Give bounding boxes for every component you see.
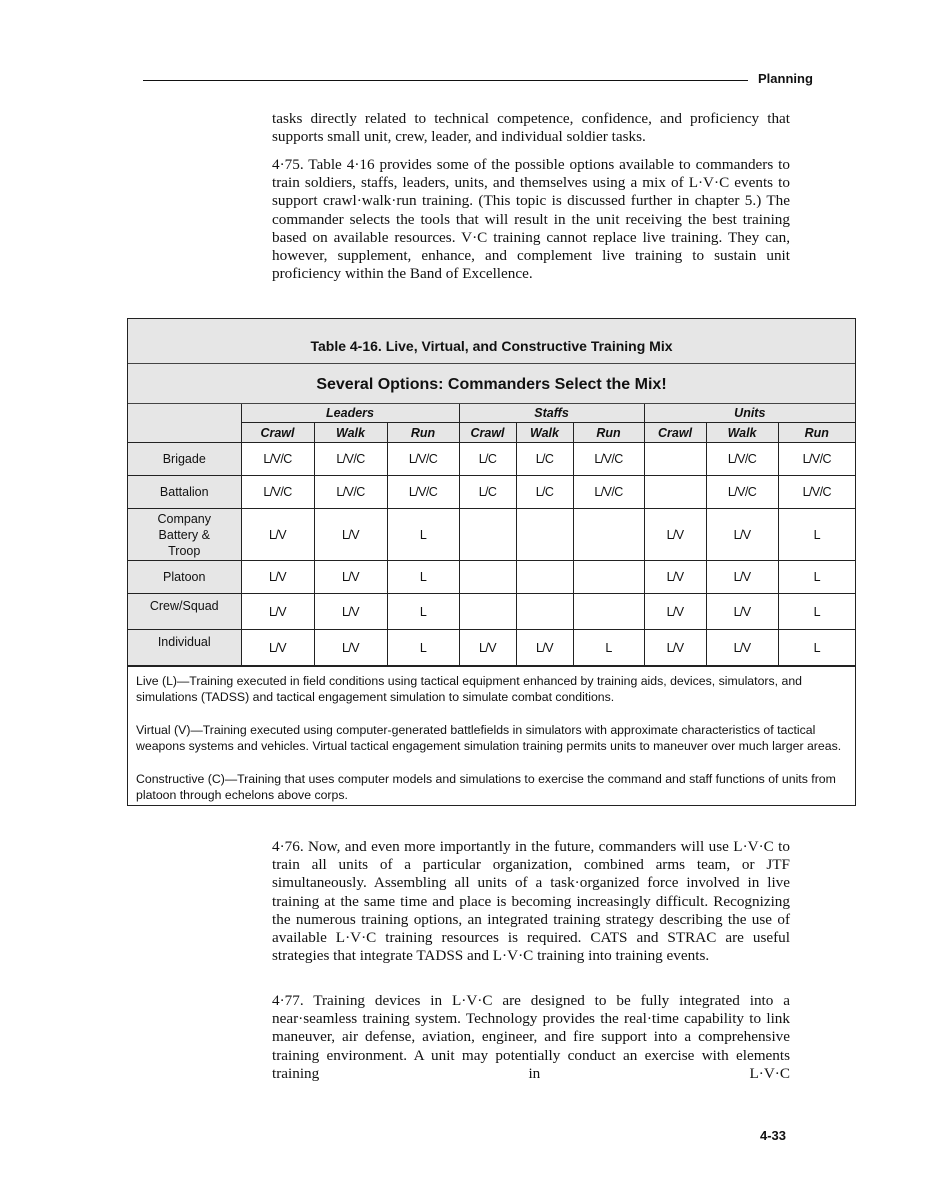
table-row (128, 594, 855, 630)
table-cell: L/V (706, 630, 778, 666)
table-cell: L/V (459, 630, 516, 666)
table-cell: L/V (314, 594, 387, 630)
table-cell: L (778, 594, 855, 630)
table-cell: L (778, 561, 855, 594)
table-cell: L/V (644, 561, 706, 594)
table-cell: L/C (516, 443, 573, 476)
training-mix-table (127, 318, 856, 806)
table-cell: L/V/C (314, 476, 387, 509)
table-title: Table 4-16. Live, Virtual, and Constructive Training Mix (128, 319, 855, 364)
table-cell: L/V (706, 509, 778, 561)
table-cell (644, 443, 706, 476)
subheader-crawl: Crawl (459, 423, 516, 443)
table-row (128, 443, 855, 476)
definition-virtual: Virtual (V)—Training executed using computer-generated battlefields in simulators with approximate characteristics of tactical weapons systems and vehicles. Virtual tactical engagement simulation training permits units to maneuver over much larger areas. (136, 723, 842, 753)
table-cell (459, 509, 516, 561)
table-cell: L/V/C (241, 476, 314, 509)
table-row (128, 561, 855, 594)
table-cell (573, 594, 644, 630)
paragraph-continued: tasks directly related to technical competence, confidence, and proficiency that supports small unit, crew, leader, and individual soldier tasks. (272, 110, 790, 146)
group-header-staffs: Staffs (459, 404, 644, 423)
table-cell: L/V (706, 561, 778, 594)
corner-cell (128, 404, 241, 443)
table-cell: L (387, 594, 459, 630)
subheader-run: Run (573, 423, 644, 443)
table-row (128, 630, 855, 666)
table-cell: L (778, 630, 855, 666)
table-cell: L/V (644, 509, 706, 561)
table-cell: L/V (644, 630, 706, 666)
table-cell: L/V/C (241, 443, 314, 476)
section-title: Planning (758, 71, 813, 86)
row-label-line: Troop (168, 543, 201, 558)
table-cell: L (573, 630, 644, 666)
paragraph-4-77: 4·77. Training devices in L·V·C are designed to be fully integrated into a near·seamless training system. Technology provides the real·time capability to link maneuver, air defense, aviation, engineer, and fire support into a comprehensive training environment. A unit may potentially conduct an exercise with elements training in L·V·C (272, 992, 790, 1082)
table-cell (573, 509, 644, 561)
row-label-line: Battery & (158, 527, 210, 542)
table-cell: L/V (241, 630, 314, 666)
table-cell (516, 509, 573, 561)
subheader-walk: Walk (706, 423, 778, 443)
table-cell: L/V/C (778, 476, 855, 509)
definitions (128, 666, 855, 805)
table-row (128, 509, 855, 561)
row-label (128, 509, 241, 561)
table-cell (516, 561, 573, 594)
page-number: 4-33 (760, 1128, 787, 1143)
table-cell (573, 561, 644, 594)
group-header-leaders: Leaders (241, 404, 459, 423)
definition-live: Live (L)—Training executed in field conditions using tactical equipment enhanced by training aids, devices, simulators, and simulations (TADSS) and tactical engagement simulation to simulate combat conditions. (136, 674, 802, 704)
table-cell: L/V/C (706, 443, 778, 476)
subheader-run: Run (387, 423, 459, 443)
paragraph-4-75: 4·75. Table 4·16 provides some of the possible options available to commanders to train soldiers, staffs, leaders, units, and themselves using a mix of L·V·C events to support crawl·walk·run training. (This topic is discussed further in chapter 5.) The commander selects the tools that will result in the unit receiving the best training based on available resources. V·C training cannot replace live training. They can, however, supplement, enhance, and complement live training to sustain unit proficiency within the Band of Excellence. (272, 156, 790, 283)
table-cell (644, 476, 706, 509)
subheader-crawl: Crawl (241, 423, 314, 443)
table-cell: L/V/C (706, 476, 778, 509)
table-cell: L/V/C (387, 476, 459, 509)
paragraph-4-76: 4·76. Now, and even more importantly in the future, commanders will use L·V·C to train all units of a particular organization, combined arms team, or JTF simultaneously. Assembling all units of a task·organized force involved in live training at the same time and place is becoming increasingly difficult. Recognizing the numerous training options, an integrated training strategy describing the use of available L·V·C training resources is required. CATS and STRAC are useful strategies that integrate TADSS and L·V·C training into training events. (272, 838, 790, 965)
table-cell: L (387, 561, 459, 594)
row-label: Platoon (128, 561, 241, 594)
table-cell: L/V (516, 630, 573, 666)
table-cell: L/V/C (778, 443, 855, 476)
table-cell: L/V (314, 630, 387, 666)
header-rule (143, 80, 748, 81)
table-cell: L/V (644, 594, 706, 630)
subheader-crawl: Crawl (644, 423, 706, 443)
definition-constructive: Constructive (C)—Training that uses computer models and simulations to exercise the command and staff functions of units from platoon through echelons above corps. (136, 772, 836, 802)
table-cell: L (387, 630, 459, 666)
subheader-run: Run (778, 423, 855, 443)
row-label: Individual (128, 630, 241, 666)
table-cell: L/V (706, 594, 778, 630)
table-cell: L/C (516, 476, 573, 509)
row-label-line: Company (157, 511, 211, 526)
table-cell: L/V (241, 561, 314, 594)
table-cell: L (387, 509, 459, 561)
table-subtitle: Several Options: Commanders Select the Mix! (128, 364, 855, 404)
table-cell: L/C (459, 443, 516, 476)
table-cell: L/V/C (314, 443, 387, 476)
table-cell: L/V/C (387, 443, 459, 476)
row-label: Brigade (128, 443, 241, 476)
mix-grid (128, 404, 855, 666)
subheader-walk: Walk (516, 423, 573, 443)
table-cell: L/V (314, 561, 387, 594)
row-label: Crew/Squad (128, 594, 241, 630)
table-body (128, 443, 855, 666)
table-cell: L/C (459, 476, 516, 509)
subheader-walk: Walk (314, 423, 387, 443)
table-cell: L/V/C (573, 476, 644, 509)
table-cell: L/V/C (573, 443, 644, 476)
table-cell (459, 561, 516, 594)
row-label: Battalion (128, 476, 241, 509)
group-header-units: Units (644, 404, 855, 423)
table-cell (459, 594, 516, 630)
table-row (128, 476, 855, 509)
table-cell: L/V (241, 509, 314, 561)
table-cell: L/V (314, 509, 387, 561)
table-cell: L (778, 509, 855, 561)
table-cell (516, 594, 573, 630)
table-cell: L/V (241, 594, 314, 630)
